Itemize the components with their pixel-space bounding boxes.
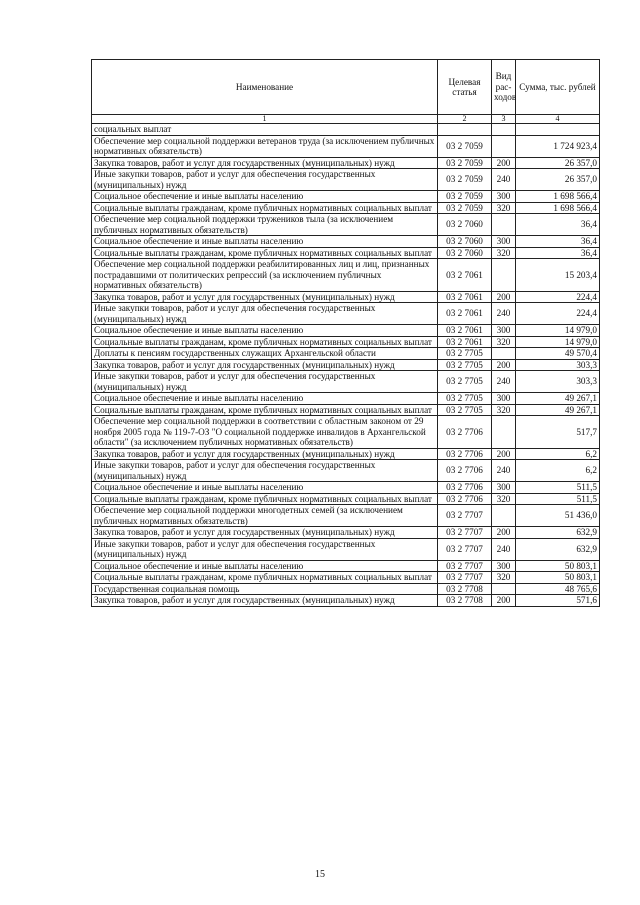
table-row xyxy=(92,336,600,348)
column-number: 2 xyxy=(438,115,492,124)
row-target-cell: 03 2 7059 xyxy=(438,135,492,157)
row-kind-cell: 320 xyxy=(492,247,516,259)
row-name-cell: Социальное обеспечение и иные выплаты населению xyxy=(92,482,438,494)
row-target-cell: 03 2 7706 xyxy=(438,493,492,505)
row-name-cell: Социальные выплаты гражданам, кроме публичных нормативных социальных выплат xyxy=(92,493,438,505)
row-target-cell: 03 2 7061 xyxy=(438,336,492,348)
row-sum-cell: 50 803,1 xyxy=(516,572,600,584)
table-row xyxy=(92,538,600,560)
row-sum-cell xyxy=(516,124,600,136)
row-name-cell: Государственная социальная помощь xyxy=(92,583,438,595)
column-number-row xyxy=(92,115,600,124)
table-row xyxy=(92,135,600,157)
table-row xyxy=(92,404,600,416)
row-kind-cell: 320 xyxy=(492,404,516,416)
header-kind: Вид рас-ходов xyxy=(492,60,516,115)
row-sum-cell: 1 698 566,4 xyxy=(516,191,600,203)
row-kind-cell: 200 xyxy=(492,448,516,460)
row-sum-cell: 6,2 xyxy=(516,460,600,482)
row-name-cell: Закупка товаров, работ и услуг для государственных (муниципальных) нужд xyxy=(92,359,438,371)
row-kind-cell: 320 xyxy=(492,336,516,348)
header-name: Наименование xyxy=(92,60,438,115)
row-sum-cell: 36,4 xyxy=(516,247,600,259)
row-name-cell: Социальное обеспечение и иные выплаты населению xyxy=(92,191,438,203)
row-target-cell: 03 2 7706 xyxy=(438,416,492,449)
header-sum: Сумма, тыс. рублей xyxy=(516,60,600,115)
row-target-cell: 03 2 7707 xyxy=(438,560,492,572)
table-row xyxy=(92,416,600,449)
row-target-cell: 03 2 7060 xyxy=(438,236,492,248)
row-target-cell: 03 2 7706 xyxy=(438,448,492,460)
row-sum-cell: 6,2 xyxy=(516,448,600,460)
row-name-cell: Социальные выплаты гражданам, кроме публичных нормативных социальных выплат xyxy=(92,404,438,416)
header-target: Целевая статья xyxy=(438,60,492,115)
row-kind-cell: 200 xyxy=(492,595,516,607)
table-row xyxy=(92,393,600,405)
row-target-cell: 03 2 7706 xyxy=(438,460,492,482)
row-kind-cell: 200 xyxy=(492,157,516,169)
row-name-cell: социальных выплат xyxy=(92,124,438,136)
table-header xyxy=(92,60,600,124)
row-name-cell: Иные закупки товаров, работ и услуг для обеспечения государственных (муниципальных) нужд xyxy=(92,169,438,191)
row-kind-cell: 300 xyxy=(492,560,516,572)
row-sum-cell: 224,4 xyxy=(516,291,600,303)
row-target-cell: 03 2 7707 xyxy=(438,527,492,539)
row-sum-cell: 49 267,1 xyxy=(516,404,600,416)
row-target-cell: 03 2 7059 xyxy=(438,202,492,214)
row-target-cell xyxy=(438,124,492,136)
table-row xyxy=(92,348,600,360)
row-sum-cell: 36,4 xyxy=(516,214,600,236)
row-kind-cell: 200 xyxy=(492,527,516,539)
column-number: 4 xyxy=(516,115,600,124)
table-row xyxy=(92,493,600,505)
table-row xyxy=(92,259,600,292)
row-name-cell: Обеспечение мер социальной поддержки в соответствии с областным законом от 29 ноября 2005 года № 119-7-ОЗ "О социальной поддержке инвалидов в Архангельской области" (за исключением публичных нормативных обязательств) xyxy=(92,416,438,449)
table-row xyxy=(92,157,600,169)
row-target-cell: 03 2 7707 xyxy=(438,538,492,560)
table-row xyxy=(92,460,600,482)
row-sum-cell: 224,4 xyxy=(516,303,600,325)
row-kind-cell xyxy=(492,135,516,157)
row-target-cell: 03 2 7061 xyxy=(438,291,492,303)
table-row xyxy=(92,191,600,203)
row-sum-cell: 511,5 xyxy=(516,482,600,494)
row-target-cell: 03 2 7059 xyxy=(438,157,492,169)
row-name-cell: Социальное обеспечение и иные выплаты населению xyxy=(92,560,438,572)
row-sum-cell: 1 698 566,4 xyxy=(516,202,600,214)
row-kind-cell xyxy=(492,416,516,449)
row-sum-cell: 632,9 xyxy=(516,527,600,539)
row-name-cell: Обеспечение мер социальной поддержки тружеников тыла (за исключением публичных нормативных обязательств) xyxy=(92,214,438,236)
table-row xyxy=(92,371,600,393)
page-number: 15 xyxy=(315,869,325,880)
row-sum-cell: 51 436,0 xyxy=(516,505,600,527)
row-target-cell: 03 2 7705 xyxy=(438,393,492,405)
row-name-cell: Социальное обеспечение и иные выплаты населению xyxy=(92,393,438,405)
row-name-cell: Социальные выплаты гражданам, кроме публичных нормативных социальных выплат xyxy=(92,247,438,259)
table-row xyxy=(92,583,600,595)
row-sum-cell: 632,9 xyxy=(516,538,600,560)
row-sum-cell: 48 765,6 xyxy=(516,583,600,595)
table-body xyxy=(92,124,600,607)
row-sum-cell: 15 203,4 xyxy=(516,259,600,292)
table-row xyxy=(92,482,600,494)
row-name-cell: Закупка товаров, работ и услуг для государственных (муниципальных) нужд xyxy=(92,157,438,169)
table-row xyxy=(92,359,600,371)
row-sum-cell: 14 979,0 xyxy=(516,336,600,348)
row-name-cell: Закупка товаров, работ и услуг для государственных (муниципальных) нужд xyxy=(92,527,438,539)
row-kind-cell: 240 xyxy=(492,460,516,482)
row-sum-cell: 303,3 xyxy=(516,359,600,371)
row-name-cell: Обеспечение мер социальной поддержки ветеранов труда (за исключением публичных нормативных обязательств) xyxy=(92,135,438,157)
budget-table xyxy=(91,59,600,607)
row-target-cell: 03 2 7059 xyxy=(438,169,492,191)
row-kind-cell: 300 xyxy=(492,325,516,337)
row-target-cell: 03 2 7707 xyxy=(438,572,492,584)
row-kind-cell: 320 xyxy=(492,572,516,584)
row-name-cell: Закупка товаров, работ и услуг для государственных (муниципальных) нужд xyxy=(92,291,438,303)
row-kind-cell xyxy=(492,259,516,292)
row-target-cell: 03 2 7061 xyxy=(438,303,492,325)
row-kind-cell xyxy=(492,505,516,527)
table-row xyxy=(92,560,600,572)
row-kind-cell xyxy=(492,348,516,360)
row-kind-cell: 320 xyxy=(492,493,516,505)
row-kind-cell xyxy=(492,583,516,595)
row-target-cell: 03 2 7061 xyxy=(438,325,492,337)
row-name-cell: Иные закупки товаров, работ и услуг для обеспечения государственных (муниципальных) нужд xyxy=(92,303,438,325)
row-kind-cell: 240 xyxy=(492,303,516,325)
row-kind-cell: 300 xyxy=(492,236,516,248)
row-sum-cell: 50 803,1 xyxy=(516,560,600,572)
row-target-cell: 03 2 7705 xyxy=(438,404,492,416)
row-sum-cell: 571,6 xyxy=(516,595,600,607)
row-target-cell: 03 2 7059 xyxy=(438,191,492,203)
row-name-cell: Обеспечение мер социальной поддержки реабилитированных лиц и лиц, признанных пострадавшими от политических репрессий (за исключением публичных нормативных обязательств) xyxy=(92,259,438,292)
row-name-cell: Закупка товаров, работ и услуг для государственных (муниципальных) нужд xyxy=(92,448,438,460)
row-name-cell: Иные закупки товаров, работ и услуг для обеспечения государственных (муниципальных) нужд xyxy=(92,538,438,560)
row-sum-cell: 26 357,0 xyxy=(516,169,600,191)
row-target-cell: 03 2 7060 xyxy=(438,247,492,259)
table-row xyxy=(92,124,600,136)
row-target-cell: 03 2 7707 xyxy=(438,505,492,527)
table-row xyxy=(92,291,600,303)
row-sum-cell: 36,4 xyxy=(516,236,600,248)
row-kind-cell: 300 xyxy=(492,482,516,494)
table-row xyxy=(92,448,600,460)
row-target-cell: 03 2 7705 xyxy=(438,359,492,371)
row-kind-cell: 300 xyxy=(492,191,516,203)
table-row xyxy=(92,236,600,248)
table-row xyxy=(92,595,600,607)
row-sum-cell: 517,7 xyxy=(516,416,600,449)
row-name-cell: Иные закупки товаров, работ и услуг для обеспечения государственных (муниципальных) нужд xyxy=(92,460,438,482)
row-kind-cell: 320 xyxy=(492,202,516,214)
row-sum-cell: 49 570,4 xyxy=(516,348,600,360)
column-number: 3 xyxy=(492,115,516,124)
row-sum-cell: 26 357,0 xyxy=(516,157,600,169)
row-name-cell: Социальное обеспечение и иные выплаты населению xyxy=(92,325,438,337)
row-name-cell: Обеспечение мер социальной поддержки многодетных семей (за исключением публичных нормативных обязательств) xyxy=(92,505,438,527)
table-row xyxy=(92,572,600,584)
row-kind-cell: 300 xyxy=(492,393,516,405)
row-kind-cell: 240 xyxy=(492,169,516,191)
table-row xyxy=(92,303,600,325)
row-target-cell: 03 2 7708 xyxy=(438,595,492,607)
row-name-cell: Иные закупки товаров, работ и услуг для обеспечения государственных (муниципальных) нужд xyxy=(92,371,438,393)
row-target-cell: 03 2 7060 xyxy=(438,214,492,236)
row-name-cell: Закупка товаров, работ и услуг для государственных (муниципальных) нужд xyxy=(92,595,438,607)
row-kind-cell: 240 xyxy=(492,538,516,560)
table-row xyxy=(92,505,600,527)
row-target-cell: 03 2 7705 xyxy=(438,371,492,393)
row-name-cell: Социальные выплаты гражданам, кроме публичных нормативных социальных выплат xyxy=(92,572,438,584)
row-name-cell: Доплаты к пенсиям государственных служащих Архангельской области xyxy=(92,348,438,360)
row-kind-cell: 240 xyxy=(492,371,516,393)
row-target-cell: 03 2 7061 xyxy=(438,259,492,292)
row-kind-cell xyxy=(492,214,516,236)
table-row xyxy=(92,214,600,236)
row-target-cell: 03 2 7705 xyxy=(438,348,492,360)
row-kind-cell: 200 xyxy=(492,291,516,303)
row-sum-cell: 1 724 923,4 xyxy=(516,135,600,157)
row-sum-cell: 49 267,1 xyxy=(516,393,600,405)
row-sum-cell: 303,3 xyxy=(516,371,600,393)
row-name-cell: Социальное обеспечение и иные выплаты населению xyxy=(92,236,438,248)
column-number: 1 xyxy=(92,115,438,124)
row-kind-cell: 200 xyxy=(492,359,516,371)
row-sum-cell: 14 979,0 xyxy=(516,325,600,337)
row-target-cell: 03 2 7706 xyxy=(438,482,492,494)
row-name-cell: Социальные выплаты гражданам, кроме публичных нормативных социальных выплат xyxy=(92,202,438,214)
table-row xyxy=(92,169,600,191)
row-target-cell: 03 2 7708 xyxy=(438,583,492,595)
table-row xyxy=(92,202,600,214)
table-row xyxy=(92,325,600,337)
row-kind-cell xyxy=(492,124,516,136)
row-sum-cell: 511,5 xyxy=(516,493,600,505)
table-row xyxy=(92,247,600,259)
row-name-cell: Социальные выплаты гражданам, кроме публичных нормативных социальных выплат xyxy=(92,336,438,348)
table-row xyxy=(92,527,600,539)
